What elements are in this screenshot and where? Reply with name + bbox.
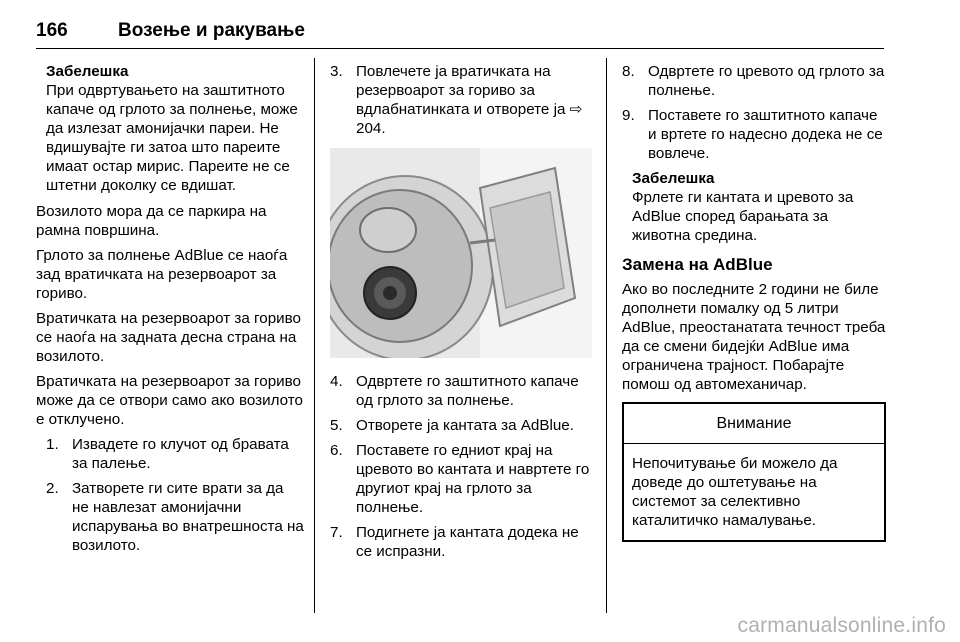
note-text: При одвртувањето на заштитното капаче од грлото за полнење, може да излезат амонијачки пареи. Не вдишувајте ги затоа што пареите имаат остар мирис. Пареите не се штетни доколку се вдишат. <box>46 82 298 194</box>
step-text: Подигнете ја кантата додека не се испразни. <box>356 524 579 560</box>
page-number: 166 <box>36 20 68 41</box>
list-item <box>622 62 888 100</box>
watermark: carmanualsonline.info <box>737 614 946 637</box>
list-item <box>330 416 594 435</box>
note-disposal <box>632 169 888 245</box>
column-left <box>36 62 304 561</box>
arrow-reference-icon: ⇨ <box>569 101 583 118</box>
page-header <box>36 18 884 49</box>
note-ammonia <box>46 62 304 195</box>
list-item <box>622 106 888 163</box>
step-text: Одвртете го цревото од грлото за полнење. <box>648 63 885 99</box>
step-text: Поставете го заштитното капаче и вртете го надесно додека не се вовлече. <box>648 107 883 162</box>
fuel-filler-illustration <box>330 148 592 358</box>
note-title: Забелешка <box>46 63 129 80</box>
list-item <box>330 372 594 410</box>
paragraph: Возилото мора да се паркира на рамна површина. <box>36 203 267 239</box>
page-reference[interactable]: 204. <box>356 120 386 137</box>
chapter-title: Возење и ракување <box>118 20 305 41</box>
list-item <box>330 441 594 517</box>
note-title: Забелешка <box>632 170 715 187</box>
list-item <box>330 523 594 561</box>
step-number: 4. <box>330 373 343 390</box>
step-number: 5. <box>330 417 343 434</box>
warning-title: Внимание <box>624 404 884 444</box>
step-text: Повлечете ја вратичката на резервоарот за гориво за вдлабнатинката и отворете ја <box>356 63 566 118</box>
steps-list <box>330 372 594 561</box>
paragraph: Грлото за полнење AdBlue се наоѓа зад вратичката на резервоарот за гориво. <box>36 247 288 302</box>
step-number: 3. <box>330 63 343 80</box>
step-number: 9. <box>622 107 635 124</box>
warning-text: Непочитување би можело да доведе до оштетување на системот за селективно каталитичко намалување. <box>632 455 838 529</box>
steps-list <box>330 62 594 138</box>
step-text: Затворете ги сите врати за да не навлезат амонијачни испарувања во внатрешноста на возилото. <box>72 480 304 554</box>
column-middle <box>330 62 594 567</box>
step-number: 7. <box>330 524 343 541</box>
step-number: 6. <box>330 442 343 459</box>
steps-list <box>36 435 304 555</box>
step-number: 1. <box>46 436 59 453</box>
section-heading: Замена на AdBlue <box>622 255 773 274</box>
paragraph: Вратичката на резервоарот за гориво се наоѓа на задната десна страна на возилото. <box>36 310 301 365</box>
paragraph: Вратичката на резервоарот за гориво може да се отвори само ако возилото е отклучено. <box>36 373 303 428</box>
step-number: 2. <box>46 480 59 497</box>
list-item <box>46 479 304 555</box>
fuel-door-image <box>330 148 592 358</box>
list-item <box>330 62 594 138</box>
warning-box <box>622 402 886 542</box>
step-text: Отворете ја кантата за AdBlue. <box>356 417 574 434</box>
step-text: Одвртете го заштитното капаче од грлото за полнење. <box>356 373 579 409</box>
step-text: Извадете го клучот од бравата за палење. <box>72 436 289 472</box>
column-divider <box>606 58 607 613</box>
paragraph: Ако во последните 2 години не биле дополнети помалку од 5 литри AdBlue, преостанатата течност треба да се смени бидејќи AdBlue има ограничена трајност. Побарајте помош од автомеханичар. <box>622 281 886 393</box>
column-divider <box>314 58 315 613</box>
column-right <box>622 62 888 542</box>
step-text: Поставете го едниот крај на цревото во кантата и навртете го другиот крај на грлото за полнење. <box>356 442 590 516</box>
steps-list <box>622 62 888 163</box>
step-number: 8. <box>622 63 635 80</box>
list-item <box>46 435 304 473</box>
note-text: Фрлете ги кантата и цревото за AdBlue според барањата за животна средина. <box>632 189 854 244</box>
